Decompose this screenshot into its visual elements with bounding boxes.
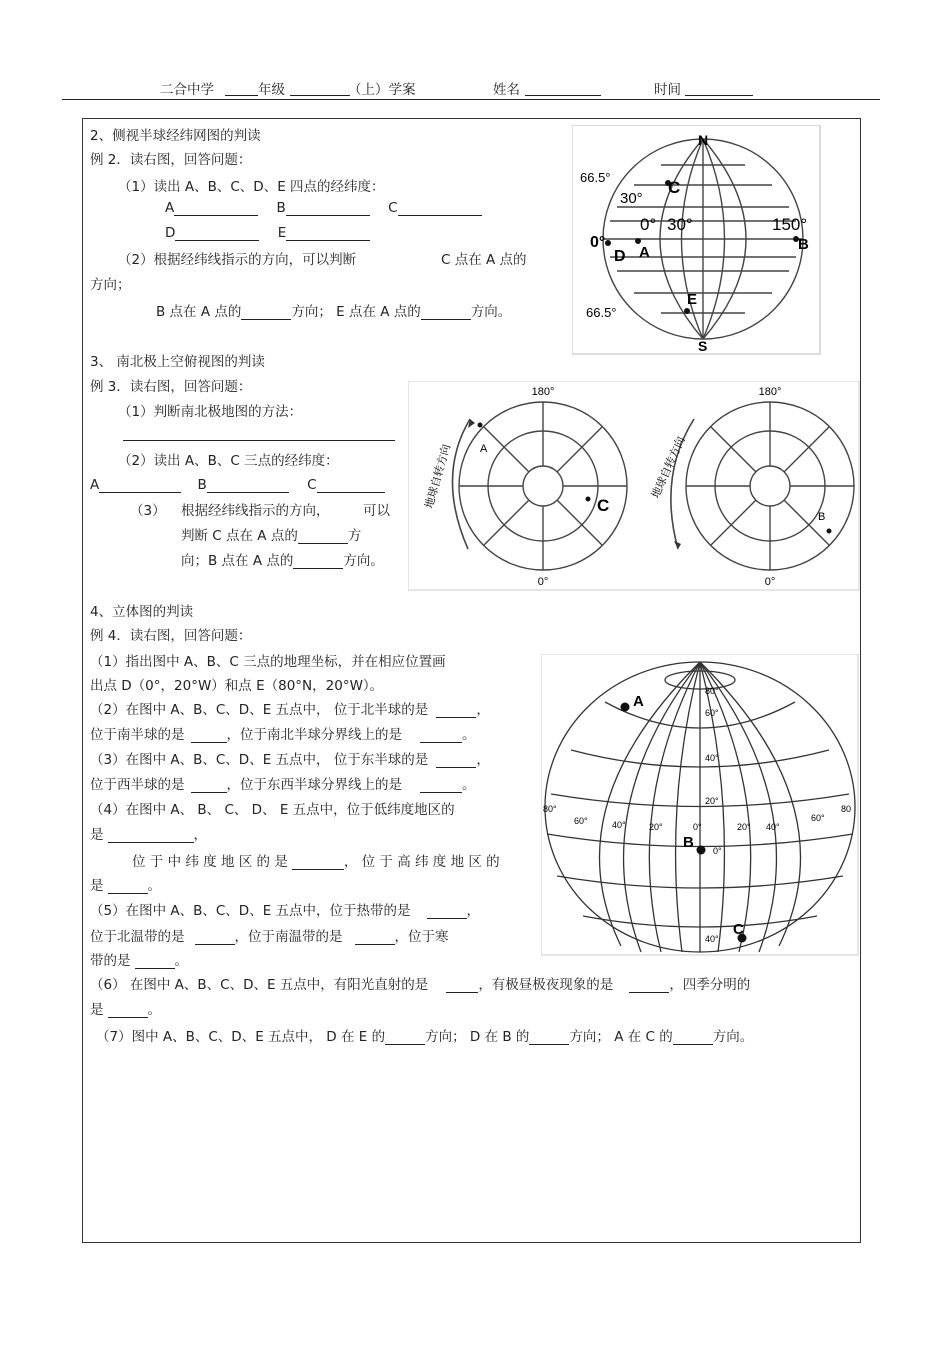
fig1-label-b: B xyxy=(798,236,809,253)
fig3-lat0: 0° xyxy=(713,846,722,856)
sec3-q3c xyxy=(181,524,361,544)
header-term: （上）学案 xyxy=(348,82,416,98)
l4-end: 。 xyxy=(462,727,476,743)
sec3-q3-num: （3） xyxy=(130,503,166,519)
label-d: D xyxy=(165,225,176,241)
l6-text2: ，位于东西半球分界线上的是 xyxy=(226,777,402,793)
l9-text1: 位 于 中 纬 度 地 区 的 是 xyxy=(132,854,288,870)
sec4-l7: （4）在图中 A、 B、 C、 D、 E 五点中，位于低纬度地区的 xyxy=(90,802,455,818)
fig3-lon60-left: 60° xyxy=(574,816,588,826)
answer-e-dir[interactable] xyxy=(421,305,471,320)
header-name-label: 姓名 xyxy=(493,82,520,98)
sec2-a-row xyxy=(165,200,482,216)
answer-b[interactable] xyxy=(286,201,370,216)
side-view-hemisphere-figure xyxy=(572,125,822,355)
l8-text: 是 xyxy=(90,827,104,843)
l10-end: 。 xyxy=(147,878,161,894)
fig2-right-top-label: 180° xyxy=(758,386,782,398)
fig1-label-s: S xyxy=(698,338,708,354)
fig2-right-arrow-label: 地球自转方向 xyxy=(649,435,688,501)
fig3-lon20-right: 20° xyxy=(737,822,751,832)
mid-latitude-answer[interactable] xyxy=(292,855,344,870)
fig1-label-d: D xyxy=(614,248,626,265)
answer-b-dir[interactable] xyxy=(241,305,291,320)
tropical-zone-answer[interactable] xyxy=(427,904,467,919)
l13-text: 带的是 xyxy=(90,953,131,969)
fig1-label-lon30: 30° xyxy=(667,215,693,234)
sec2-example: 例 2．读右图，回答问题： xyxy=(90,152,252,168)
l14-text3: ，四季分明的 xyxy=(669,977,751,993)
east-hemisphere-answer[interactable] xyxy=(436,753,476,768)
fig1-label-lat-n: 66.5° xyxy=(580,170,611,185)
west-hemisphere-answer[interactable] xyxy=(191,778,227,793)
answer-d[interactable] xyxy=(175,226,259,241)
header-grade: 年级 xyxy=(258,82,285,98)
l11-end: ， xyxy=(466,903,481,919)
l6-end: 。 xyxy=(462,777,476,793)
fig3-lon60-right: 60° xyxy=(811,813,825,823)
answer-e[interactable] xyxy=(286,226,370,241)
l10-text: 是 xyxy=(90,878,104,894)
south-hemisphere-answer[interactable] xyxy=(191,728,227,743)
time-blank[interactable] xyxy=(685,81,753,96)
sec3-q2: （2）读出 A、B、C 三点的经纬度： xyxy=(118,453,339,469)
fig3-lon20-left: 20° xyxy=(649,822,663,832)
polar-day-answer[interactable] xyxy=(629,978,669,993)
fig2-point-b xyxy=(827,529,832,534)
high-latitude-answer[interactable] xyxy=(108,879,148,894)
sec4-l9 xyxy=(132,850,500,870)
q2d-text1: B 点在 A 点的 xyxy=(156,304,242,320)
fig2-left-arrow-label: 地球自转方向 xyxy=(423,443,454,510)
q3d-text2: 方向。 xyxy=(343,553,384,569)
fig3-lat80: 80° xyxy=(705,686,719,696)
class-blank[interactable] xyxy=(290,81,350,96)
l3-text: （2）在图中 A、B、C、D、E 五点中， 位于北半球的是 xyxy=(90,702,429,718)
sec3-q1: （1）判断南北极地图的方法： xyxy=(118,404,303,420)
ns-boundary-answer[interactable] xyxy=(420,728,462,743)
l5-end: ， xyxy=(476,752,490,768)
sec4-l5 xyxy=(90,748,490,768)
l6-text1: 位于西半球的是 xyxy=(90,777,185,793)
l11-text: （5）在图中 A、B、C、D、E 五点中，位于热带的是 xyxy=(90,903,411,919)
sec3-q3d xyxy=(181,549,384,569)
l16-text1: （7）图中 A、B、C、D、E 五点中， D 在 E 的 xyxy=(96,1029,386,1045)
fig1-label-n: N xyxy=(698,132,709,148)
sec3-answer-b[interactable] xyxy=(207,478,289,493)
fig1-label-lon0: 0° xyxy=(640,215,657,234)
sec3-answer-a[interactable] xyxy=(99,478,181,493)
l14-text1: （6） 在图中 A、B、C、D、E 五点中，有阳光直射的是 xyxy=(90,977,429,993)
fig2-point-c xyxy=(586,497,591,502)
grade-blank[interactable] xyxy=(225,81,258,96)
fig3-label-b: B xyxy=(683,834,694,851)
sec4-l1: （1）指出图中 A、B、C 三点的地理坐标，并在相应位置画 xyxy=(90,654,446,670)
sec4-example: 例 4．读右图，回答问题： xyxy=(90,628,252,644)
l5-text: （3）在图中 A、B、C、D、E 五点中， 位于东半球的是 xyxy=(90,752,429,768)
q2d-text2: 方向； E 点在 A 点的 xyxy=(291,304,421,320)
d-from-e-answer[interactable] xyxy=(385,1030,425,1045)
sec4-l4 xyxy=(90,723,476,743)
l9-text2: ， 位 于 高 纬 度 地 区 的 xyxy=(343,854,500,870)
sec3-abc-row xyxy=(90,477,385,493)
fig3-meridian xyxy=(599,662,700,946)
fig3-point-a xyxy=(621,703,630,712)
d-from-b-answer[interactable] xyxy=(529,1030,569,1045)
l16-text4: 方向。 xyxy=(712,1029,754,1045)
fig1-label-a: A xyxy=(639,244,650,261)
name-blank[interactable] xyxy=(525,81,601,96)
fig1-label-eq0: 0° xyxy=(590,234,606,251)
l3-end: ， xyxy=(476,702,490,718)
sec2-title: 2、侧视半球经纬网图的判读 xyxy=(90,128,261,144)
left-polar-map xyxy=(459,402,627,570)
q3c-text1: 判断 C 点在 A 点的 xyxy=(181,528,298,544)
sec3-q3a: 根据经纬线指示的方向， xyxy=(181,503,330,519)
fig3-lon40-left: 40° xyxy=(612,820,626,830)
label-e: E xyxy=(277,225,287,241)
low-latitude-answer[interactable] xyxy=(108,828,194,843)
sec2-q2d xyxy=(156,300,511,320)
sec4-l3 xyxy=(90,698,490,718)
sec3-answer-b-dir[interactable] xyxy=(293,554,343,569)
sec3-q3b: 可以 xyxy=(363,503,390,519)
fig3-lat60: 60° xyxy=(705,708,719,718)
fig1-label-lat30: 30° xyxy=(620,190,643,207)
frigid-zone-answer[interactable] xyxy=(135,954,175,969)
label-b: B xyxy=(276,200,286,216)
l16-text3: 方向； A 在 C 的 xyxy=(569,1029,673,1045)
north-temperate-answer[interactable] xyxy=(195,930,235,945)
sec4-l15 xyxy=(90,998,161,1018)
polar-view-figure xyxy=(408,381,860,591)
a-from-c-answer[interactable] xyxy=(673,1030,713,1045)
ew-boundary-answer[interactable] xyxy=(420,778,462,793)
fig3-lon80-left: 80° xyxy=(543,804,557,814)
l12-text2: ，位于南温带的是 xyxy=(234,929,343,945)
l12-text1: 位于北温带的是 xyxy=(90,929,185,945)
l16-text2: 方向； D 在 B 的 xyxy=(425,1029,530,1045)
q3c-text2: 方 xyxy=(347,528,362,544)
sec2-q2b: C 点在 A 点的 xyxy=(441,252,527,268)
l8-end: ， xyxy=(193,827,207,843)
four-seasons-answer[interactable] xyxy=(108,1003,148,1018)
answer-c[interactable] xyxy=(398,201,482,216)
3d-globe-figure xyxy=(541,654,859,956)
sec3-example: 例 3．读右图，回答问题： xyxy=(90,379,252,395)
q2d-text3: 方向。 xyxy=(470,304,512,320)
direct-sunlight-answer[interactable] xyxy=(446,978,478,993)
fig1-point-d xyxy=(605,240,611,246)
sec4-l14 xyxy=(90,973,750,993)
l4-text1: 位于南半球的是 xyxy=(90,727,185,743)
sec4-l8 xyxy=(90,823,207,843)
fig2-label-c: C xyxy=(597,496,610,515)
fig3-lon40-right: 40° xyxy=(766,822,780,832)
fig2-left-top-label: 180° xyxy=(531,386,555,398)
sec3-answer-c-dir[interactable] xyxy=(298,529,348,544)
fig3-lat20: 20° xyxy=(705,796,719,806)
fig1-label-c: C xyxy=(668,178,681,197)
sec2-q1: （1）读出 A、B、C、D、E 四点的经纬度： xyxy=(118,179,385,195)
fig3-lon80-right: 80 xyxy=(841,804,852,814)
sec4-l6 xyxy=(90,773,476,793)
header-rule xyxy=(62,99,880,100)
fig2-label-a: A xyxy=(480,443,488,455)
label-c: C xyxy=(388,200,398,216)
sec2-q2c: 方向； xyxy=(90,277,131,293)
l4-text2: ，位于南北半球分界线上的是 xyxy=(226,727,402,743)
l15-text: 是 xyxy=(90,1002,104,1018)
q3d-text1: 向；B 点在 A 点的 xyxy=(181,553,294,569)
sec2-q2a: （2）根据经纬线指示的方向，可以判断 xyxy=(118,252,357,268)
north-hemisphere-answer[interactable] xyxy=(436,703,476,718)
answer-a[interactable] xyxy=(174,201,258,216)
fig3-label-c: C xyxy=(733,921,744,938)
sec4-l11 xyxy=(90,899,480,919)
l13-end: 。 xyxy=(174,953,188,969)
header-school: 二合中学 xyxy=(160,82,214,98)
sec4-title: 4、立体图的判读 xyxy=(90,604,194,620)
fig2-left-bottom-label: 0° xyxy=(537,576,549,588)
sec3-label-a: A xyxy=(90,477,100,493)
sec4-l13 xyxy=(90,949,188,969)
l14-text2: ，有极昼极夜现象的是 xyxy=(478,977,614,993)
south-temperate-answer[interactable] xyxy=(355,930,395,945)
sec2-d-row xyxy=(165,225,370,241)
fig3-lon0: 0° xyxy=(693,822,702,832)
sec4-l16 xyxy=(96,1025,753,1045)
fig3-label-a: A xyxy=(633,693,644,710)
right-polar-map xyxy=(686,402,854,570)
fig3-point-b xyxy=(697,846,706,855)
fig2-point-a xyxy=(478,423,483,428)
sec3-q1-answer[interactable] xyxy=(123,426,395,441)
sec3-label-b: B xyxy=(197,477,207,493)
fig2-right-bottom-label: 0° xyxy=(764,576,776,588)
fig1-label-lat-s: 66.5° xyxy=(586,305,617,320)
fig2-label-b: B xyxy=(818,511,826,523)
left-rotation-arrow xyxy=(452,419,470,549)
fig3-lats40: 40° xyxy=(705,934,719,944)
l15-end: 。 xyxy=(147,1002,161,1018)
fig3-lat40: 40° xyxy=(705,753,719,763)
label-a: A xyxy=(165,200,175,216)
sec3-title: 3、 南北极上空俯视图的判读 xyxy=(90,354,265,370)
fig1-label-e: E xyxy=(687,291,698,308)
fig1-point-e xyxy=(684,308,690,314)
fig1-label-lon150: 150° xyxy=(772,215,808,234)
sec4-l12 xyxy=(90,925,449,945)
header-time-label: 时间 xyxy=(654,82,681,98)
right-arrow-head xyxy=(674,541,681,549)
sec3-label-c: C xyxy=(307,477,317,493)
l12-text3: ，位于寒 xyxy=(394,929,449,945)
sec4-l2: 出点 D（0°，20°W）和点 E（80°N，20°W）。 xyxy=(90,678,384,694)
sec4-l10 xyxy=(90,874,161,894)
sec3-answer-c[interactable] xyxy=(317,478,385,493)
